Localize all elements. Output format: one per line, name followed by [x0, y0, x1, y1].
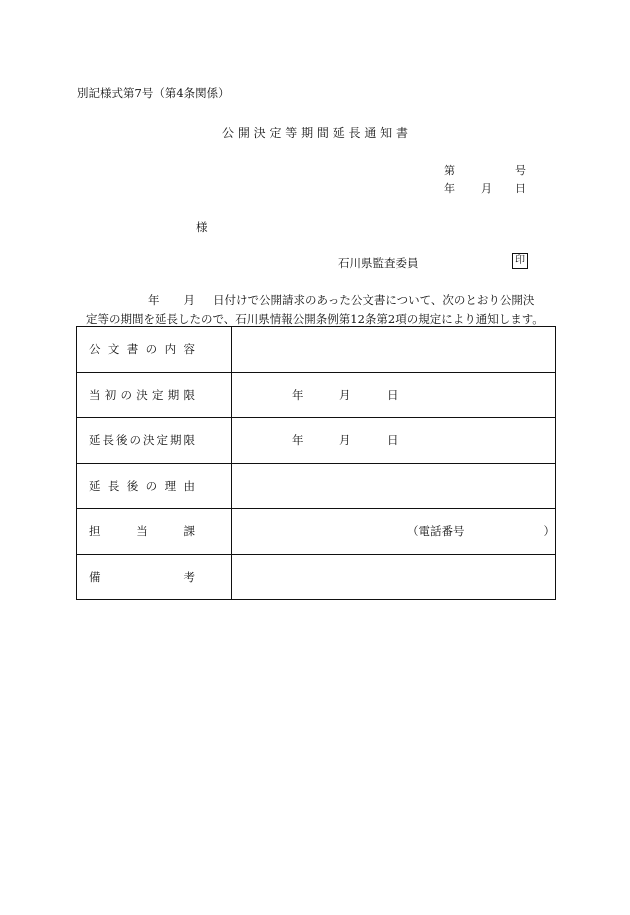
issuer-name: 石川県監査委員: [338, 256, 419, 270]
value-extended-deadline[interactable]: [232, 418, 556, 464]
row-label-remarks: [77, 554, 232, 600]
date-year: 年: [292, 387, 304, 402]
label-chars: 延 長 後 の 決 定 期 限: [89, 433, 195, 448]
row-label-document-content: [77, 327, 232, 373]
table-row: [77, 554, 556, 600]
table-row: [77, 509, 556, 555]
table-row: [77, 372, 556, 418]
row-label-extension-reason: [77, 463, 232, 509]
date-month: 月: [339, 433, 351, 448]
recipient-honorific: 様: [196, 220, 208, 234]
label-chars: 担 当 課: [89, 524, 195, 539]
notice-text-line-1: [148, 292, 534, 308]
notice-month: 月: [183, 293, 195, 307]
details-table: [76, 326, 556, 600]
date-year: 年: [292, 433, 304, 448]
value-remarks[interactable]: [232, 554, 556, 600]
issue-date-year: 年: [444, 182, 455, 195]
row-label-original-deadline: [77, 372, 232, 418]
issue-date-month: 月: [481, 182, 492, 195]
label-chars: 備 考: [89, 569, 195, 584]
table-row: [77, 463, 556, 509]
value-original-deadline[interactable]: [232, 372, 556, 418]
notice-text-line-2: 定等の期間を延長したので、石川県情報公開条例第12条第2項の規定により通知します。: [86, 312, 544, 326]
date-day: 日: [387, 433, 399, 448]
phone-number-label: （電話番号: [407, 524, 465, 539]
issue-date-day: 日: [515, 182, 526, 195]
date-day: 日: [387, 387, 399, 402]
value-extension-reason[interactable]: [232, 463, 556, 509]
label-chars: 当 初 の 決 定 期 限: [89, 387, 195, 402]
date-month: 月: [339, 387, 351, 402]
value-department[interactable]: [232, 509, 556, 555]
table-row: [77, 327, 556, 373]
document-number-prefix: 第: [444, 164, 455, 177]
table-row: [77, 418, 556, 464]
value-document-content[interactable]: [232, 327, 556, 373]
document-number-suffix: 号: [515, 164, 526, 177]
seal-stamp: 印: [512, 253, 528, 269]
notice-text-rest: 日付けで公開請求のあった公文書について、次のとおり公開決: [213, 293, 535, 307]
label-chars: 延 長 後 の 理 由: [89, 478, 195, 493]
notice-year: 年: [148, 293, 160, 307]
row-label-extended-deadline: [77, 418, 232, 464]
label-chars: 公 文 書 の 内 容: [89, 342, 195, 357]
form-number-label: 別記様式第7号（第4条関係）: [77, 86, 230, 100]
document-title: 公 開 決 定 等 期 間 延 長 通 知 書: [222, 126, 408, 140]
phone-number-close: ）: [543, 524, 555, 539]
row-label-department: [77, 509, 232, 555]
